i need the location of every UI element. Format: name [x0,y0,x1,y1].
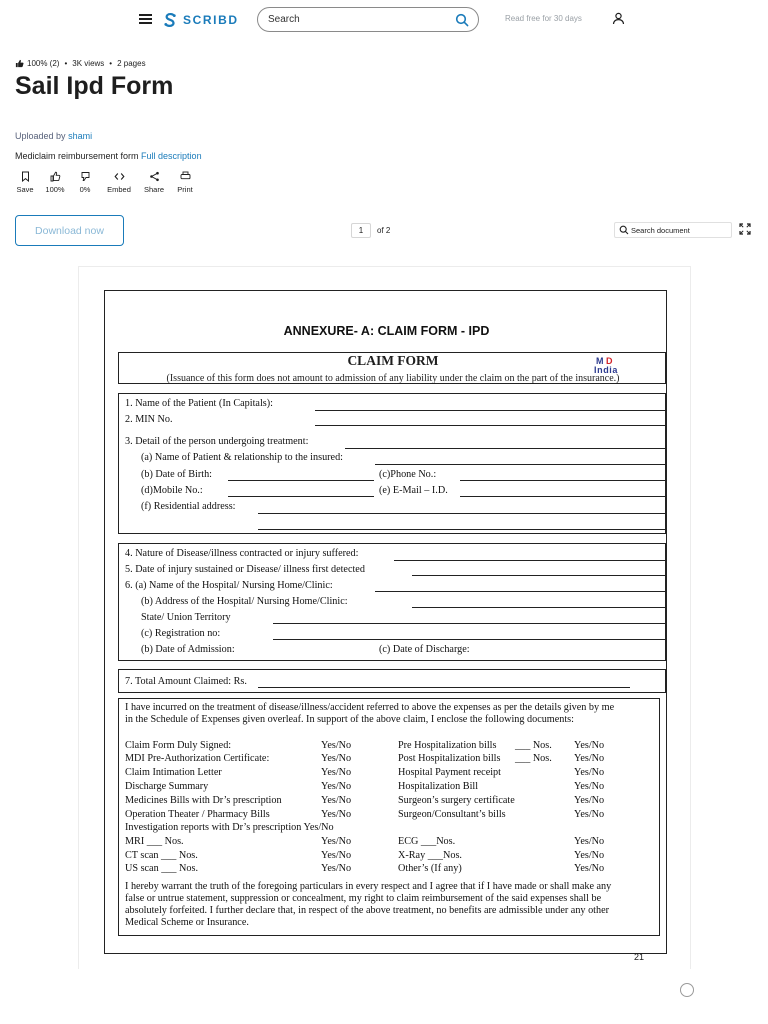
page-number-input[interactable]: 1 [351,223,371,238]
patient-name-line [315,410,666,411]
doc-left-label: Claim Form Duly Signed: [125,740,232,751]
hospital-address-label: (b) Address of the Hospital/ Nursing Home/Clinic: [141,596,348,607]
upvote-label: 100% [45,185,65,194]
doc-meta [15,59,146,68]
upvote-button[interactable] [40,171,70,194]
other-yn: Yes/No [574,863,605,874]
doc-right-label: Hospital Payment receipt [398,767,501,778]
download-button[interactable]: Download now [15,215,124,246]
hospital-name-line [375,591,666,592]
registration-label: (c) Registration no: [141,628,221,639]
bookmark-icon [20,171,31,182]
user-icon[interactable] [612,12,625,25]
total-amount-label: 7. Total Amount Claimed: Rs. [125,676,247,687]
documents-section [118,698,660,936]
treatment-detail-line [345,448,666,449]
document-title: Sail Ipd Form [15,72,174,100]
search-icon[interactable] [455,13,469,27]
top-bar [0,0,768,40]
intro-line-1: I have incurred on the treatment of disease/illness/accident referred to above the expenses as per the details given by me [125,702,615,713]
share-label: Share [143,185,164,194]
doc-right-yn: Yes/No [574,753,605,764]
doc-left-label: Claim Intimation Letter [125,767,222,778]
doc-right-label: Surgeon/Consultant’s bills [398,809,506,820]
description-text: Mediclaim reimbursement form [15,151,139,161]
nature-line [394,560,666,561]
patient-name-label: 1. Name of the Patient (In Capitals): [125,398,273,409]
print-icon [180,171,191,182]
document-search[interactable] [614,222,732,238]
thumbs-up-icon [15,59,24,68]
save-button[interactable] [10,171,40,194]
uploader-link[interactable]: shami [68,131,93,141]
intro-line-2: in the Schedule of Expenses given overleaf. In support of the above claim, I enclose the following documents: [125,714,574,725]
admission-label: (b) Date of Admission: [141,644,235,655]
doc-right-label: Pre Hospitalization bills [398,740,497,751]
mobile-line [228,496,374,497]
annexure-heading: ANNEXURE- A: CLAIM FORM - IPD [283,324,490,338]
doc-right-yn: Yes/No [574,740,605,751]
warrant-line-1: I hereby warrant the truth of the foregoing particulars in every respect and I agree that if I have made or shall make any [125,881,612,892]
claim-form-note: (Issuance of this form does not amount to admission of any liability under the claim on the part of the insurance.) [166,373,620,384]
action-bar [10,171,200,194]
illness-hospital-section [118,543,666,661]
xray-label: X-Ray ___Nos. [398,850,462,861]
menu-icon[interactable] [139,14,152,24]
ecg-label: ECG ___Nos. [398,836,456,847]
claim-form-header [118,352,666,384]
doc-left-yn: Yes/No [321,795,352,806]
print-button[interactable] [170,171,200,194]
warrant-line-4: Medical Scheme or Insurance. [125,917,249,928]
md-india-logo [591,356,635,374]
svg-text:D: D [606,356,613,366]
brand-name: SCRIBD [183,13,239,27]
scribd-logo[interactable] [163,11,239,29]
print-label: Print [177,185,193,194]
embed-button[interactable] [100,171,138,194]
separator-dot: • [64,59,68,68]
us-yn: Yes/No [321,863,352,874]
svg-text:India: India [594,365,619,374]
page-number: 21 [634,952,645,962]
doc-left-yn: Yes/No [321,753,352,764]
claim-form-sheet [104,290,667,954]
document-search-input[interactable] [631,225,729,236]
injury-date-line [412,575,666,576]
doc-right-nos: ___ Nos. [515,753,552,764]
separator-dot: • [109,59,113,68]
registration-line [273,639,666,640]
xray-yn: Yes/No [574,850,605,861]
save-label: Save [16,185,34,194]
search-icon [619,225,629,235]
doc-right-label: Hospitalization Bill [398,781,479,792]
doc-right-label: Surgeon’s surgery certificate [398,795,515,806]
investigation-label: Investigation reports with Dr’s prescription Yes/No [125,822,334,833]
embed-label: Embed [107,185,131,194]
doc-left-label: Discharge Summary [125,781,209,792]
fullscreen-icon[interactable] [739,223,751,235]
downvote-button[interactable] [70,171,100,194]
mri-label: MRI ___ Nos. [125,836,184,847]
doc-right-yn: Yes/No [574,809,605,820]
warrant-line-3: absolutely forfeited. I further declare that, in respect of the above treatment, no benefits are admissible under any other [125,905,609,916]
document-page [78,266,691,969]
patient-details-section [118,393,666,534]
page-total: of 2 [377,226,391,235]
full-description-link[interactable]: Full description [141,151,202,161]
state-line [273,623,666,624]
total-amount-line [258,687,630,688]
state-label: State/ Union Territory [141,612,231,623]
us-label: US scan ___ Nos. [125,863,199,874]
other-label: Other’s (If any) [398,863,462,874]
name-relationship-line [375,464,666,465]
uploaded-by-label: Uploaded by [15,131,66,141]
rating: 100% (2) [27,59,60,68]
read-free-link[interactable]: Read free for 30 days [505,14,582,23]
description [15,151,202,161]
downvote-label: 0% [79,185,91,194]
hospital-address-line [412,607,666,608]
search-bar[interactable] [257,7,479,32]
doc-right-nos: ___ Nos. [515,740,552,751]
address-line-2 [258,529,666,530]
address-line-1 [258,513,666,514]
treatment-detail-label: 3. Detail of the person undergoing treatment: [125,436,309,447]
phone-label: (c)Phone No.: [379,469,437,480]
scribd-logo-icon [163,12,177,28]
injury-date-label: 5. Date of injury sustained or Disease/ illness first detected [125,564,365,575]
ecg-yn: Yes/No [574,836,605,847]
thumbs-down-icon [80,171,91,182]
name-relationship-label: (a) Name of Patient & relationship to the insured: [141,452,343,463]
address-label: (f) Residential address: [141,501,236,512]
views: 3K views [72,59,105,68]
claim-form-title: CLAIM FORM [347,353,439,368]
mri-yn: Yes/No [321,836,352,847]
doc-left-yn: Yes/No [321,781,352,792]
total-amount-section [118,669,666,693]
hospital-name-label: 6. (a) Name of the Hospital/ Nursing Home/Clinic: [125,580,333,591]
doc-left-yn: Yes/No [321,740,352,751]
min-no-label: 2. MIN No. [125,414,173,425]
phone-line [460,480,666,481]
uploaded-by [15,131,92,141]
scroll-indicator[interactable] [680,983,694,997]
thumbs-up-icon [50,171,61,182]
dob-line [228,480,374,481]
doc-left-yn: Yes/No [321,809,352,820]
doc-left-label: Medicines Bills with Dr’s prescription [125,795,282,806]
email-line [460,496,666,497]
doc-left-label: Operation Theater / Pharmacy Bills [125,809,270,820]
warrant-line-2: false or untrue statement, suppression or concealment, my right to claim reimbursement of the said expenses shall be [125,893,602,904]
doc-left-yn: Yes/No [321,767,352,778]
doc-right-yn: Yes/No [574,795,605,806]
email-label: (e) E-Mail – I.D. [379,485,448,496]
doc-right-yn: Yes/No [574,781,605,792]
min-no-line [315,425,666,426]
page-count: 2 pages [117,59,146,68]
discharge-label: (c) Date of Discharge: [379,644,470,655]
doc-left-label: MDI Pre-Authorization Certificate: [125,753,270,764]
doc-right-label: Post Hospitalization bills [398,753,501,764]
share-icon [149,171,160,182]
nature-label: 4. Nature of Disease/illness contracted or injury suffered: [125,548,359,559]
code-icon [114,171,125,182]
ct-yn: Yes/No [321,850,352,861]
mobile-label: (d)Mobile No.: [141,485,203,496]
dob-label: (b) Date of Birth: [141,469,213,480]
search-input[interactable] [268,12,448,27]
ct-label: CT scan ___ Nos. [125,850,198,861]
share-button[interactable] [138,171,170,194]
doc-right-yn: Yes/No [574,767,605,778]
svg-text:M: M [596,356,604,366]
